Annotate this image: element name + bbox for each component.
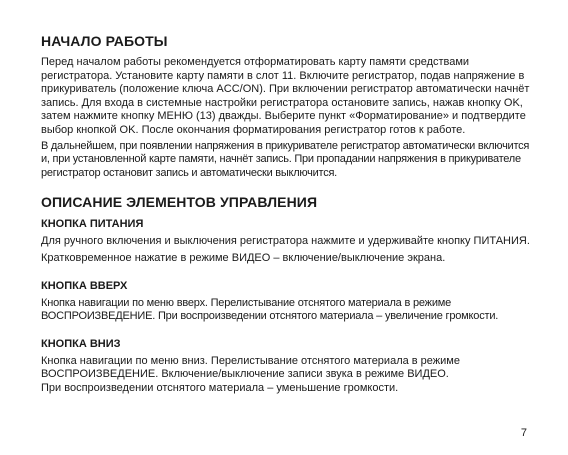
down-button-volume: При воспроизведении отснятого материала – уменьшение громкости. — [41, 381, 399, 394]
paragraph-auto-power: В дальнейшем, при появлении напряжения в прикуривателе регистратор автоматически включится и, при установленной карте памяти, начнёт запись. При пропадании напряжения в прикуривателе регистратор остановит запись и автоматически выключится. — [41, 139, 530, 179]
section-title-controls: ОПИСАНИЕ ЭЛЕМЕНТОВ УПРАВЛЕНИЯ — [41, 194, 318, 211]
up-button-text: Кнопка навигации по меню вверх. Перелистывание отснятого материала в режиме ВОСПРОИЗВЕДЕНИЕ. При воспроизведении отснятого материала – увеличение громкости. — [41, 296, 499, 323]
down-button-text: Кнопка навигации по меню вниз. Перелистывание отснятого материала в режиме ВОСПРОИЗВЕДЕНИЕ. Включение/выключение записи звука в режиме ВИДЕО. — [41, 354, 460, 381]
heading-power-button: КНОПКА ПИТАНИЯ — [41, 218, 144, 231]
paragraph-format-card: Перед началом работы рекомендуется отформатировать карту памяти средствами регистратора. Установите карту памяти в слот 11. Включите регистратор, подав напряжение в прикуриватель (положение ключа ACC/ON). При включении регистратор автоматически начнёт запись. Для входа в системные настройки регистратора остановите запись, нажав кнопку OK, затем нажмите кнопку МЕНЮ (13) дважды. Выберите пункт «Форматирование» и подтвердите выбор кнопкой OK. После окончания форматирования регистратор готов к работе. — [41, 56, 530, 136]
page-number: 7 — [520, 427, 527, 439]
heading-up-button: КНОПКА ВВЕРХ — [41, 279, 128, 292]
manual-page — [41, 33, 539, 396]
power-button-short-press: Кратковременное нажатие в режиме ВИДЕО – включение/выключение экрана. — [41, 251, 446, 264]
power-button-text: Для ручного включения и выключения регистратора нажмите и удерживайте кнопку ПИТАНИЯ. — [41, 235, 530, 248]
heading-down-button: КНОПКА ВНИЗ — [41, 337, 121, 350]
section-title-getting-started: НАЧАЛО РАБОТЫ — [41, 33, 168, 49]
